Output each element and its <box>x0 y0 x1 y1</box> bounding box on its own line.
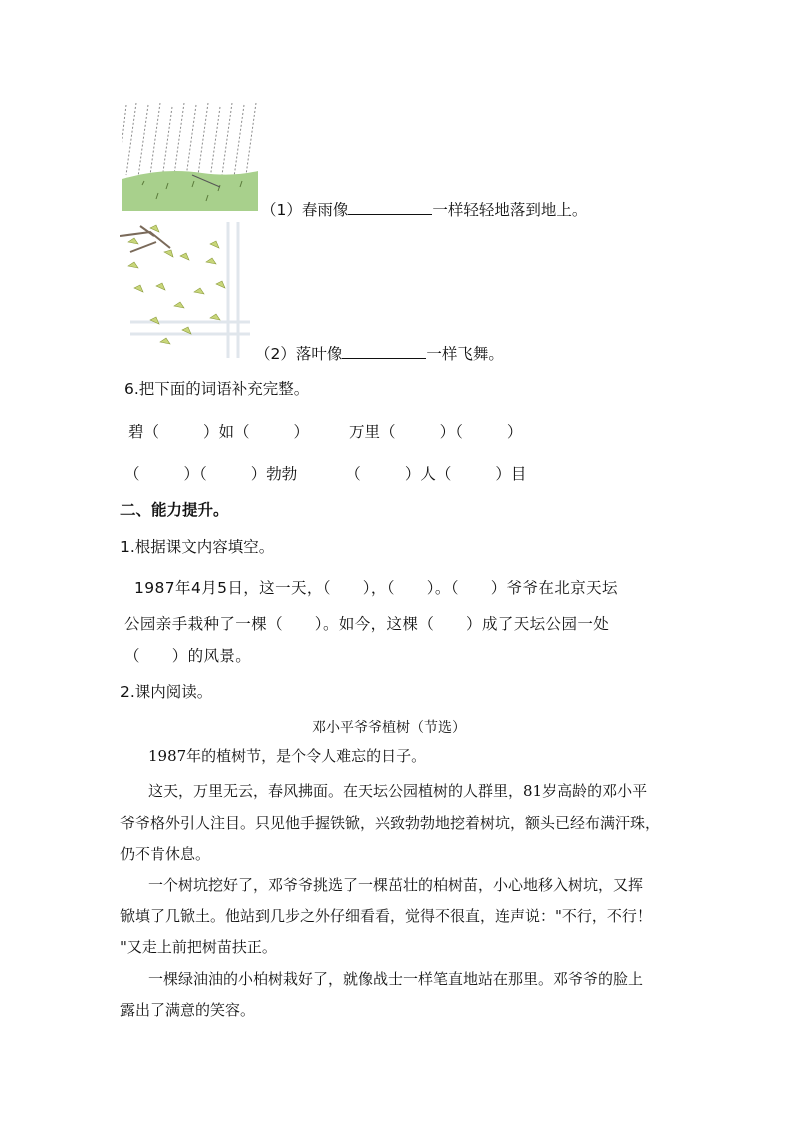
reading-p2-line3: 仍不肯休息。 <box>120 845 211 863</box>
q5-item-1-suffix: 一样轻轻地落到地上。 <box>432 201 588 219</box>
q1-line-3: （ ）的风景。 <box>124 647 252 665</box>
q5-item-2 <box>255 342 504 364</box>
q5-item-2-prefix: （2）落叶像 <box>255 345 343 363</box>
q6-r1-seg6: ） <box>506 423 523 441</box>
q6-r2-seg4: （ <box>345 465 361 483</box>
reading-p4-line2: 露出了满意的笑容。 <box>120 1001 256 1019</box>
q5-item-1 <box>261 198 587 220</box>
q6-r1-seg3: ） <box>293 423 310 441</box>
q6-r1-seg5: ）（ <box>439 423 463 441</box>
reading-p1: 1987年的植树节，是个令人难忘的日子。 <box>148 747 427 765</box>
reading-p2-line1: 这天，万里无云，春风拂面。在天坛公园植树的人群里，81岁高龄的邓小平 <box>148 782 648 800</box>
q6-r1-seg2: ）如（ <box>203 423 250 441</box>
q6-row-2 <box>124 462 526 484</box>
spring-rain-illustration <box>122 103 258 211</box>
q6-r2-seg2: ）（ <box>183 465 207 483</box>
reading-p3-line3: "又走上前把树苗扶正。 <box>120 938 277 956</box>
q1-title: 1.根据课文内容填空。 <box>120 538 275 556</box>
q5-item-1-prefix: （1）春雨像 <box>261 201 349 219</box>
reading-title: 邓小平爷爷植树（节选） <box>312 720 466 736</box>
q6-r2-seg1: （ <box>124 465 140 483</box>
reading-p2-line2: 爷爷格外引人注目。只见他手握铁锨，兴致勃勃地挖着树坑，额头已经布满汗珠， <box>120 814 661 832</box>
q6-r2-seg5: ）人（ <box>404 465 452 483</box>
answer-blank-2[interactable] <box>342 344 426 359</box>
q1-line-1: 1987年4月5日，这一天，（ ），（ ）。（ ）爷爷在北京天坛 <box>134 579 618 597</box>
rain-drawing <box>122 103 258 211</box>
section-two-heading: 二、能力提升。 <box>120 501 229 519</box>
reading-p3-line1: 一个树坑挖好了，邓爷爷挑选了一棵茁壮的柏树苗，小心地移入树坑，又挥 <box>148 876 644 894</box>
q6-row-1 <box>128 420 522 442</box>
leaves-drawing <box>120 222 250 358</box>
reading-p3-line2: 锨填了几锨土。他站到几步之外仔细看看，觉得不很直，连声说："不行，不行！ <box>120 907 652 925</box>
q6-title: 6.把下面的词语补充完整。 <box>124 380 310 398</box>
falling-leaves-illustration <box>120 222 250 358</box>
q6-r1-seg1: 碧（ <box>128 423 160 441</box>
q1-line-2: 公园亲手栽种了一棵（ ）。如今，这棵（ ）成了天坛公园一处 <box>124 615 610 633</box>
reading-p4-line1: 一棵绿油油的小柏树栽好了，就像战士一样笔直地站在那里。邓爷爷的脸上 <box>148 970 644 988</box>
q2-title: 2.课内阅读。 <box>120 683 213 701</box>
q6-r1-seg4: 万里（ <box>349 423 396 441</box>
q6-r2-seg3: ）勃勃 <box>250 465 298 483</box>
answer-blank-1[interactable] <box>348 200 432 215</box>
q6-r2-seg6: ）目 <box>495 465 527 483</box>
q5-item-2-suffix: 一样飞舞。 <box>426 345 504 363</box>
